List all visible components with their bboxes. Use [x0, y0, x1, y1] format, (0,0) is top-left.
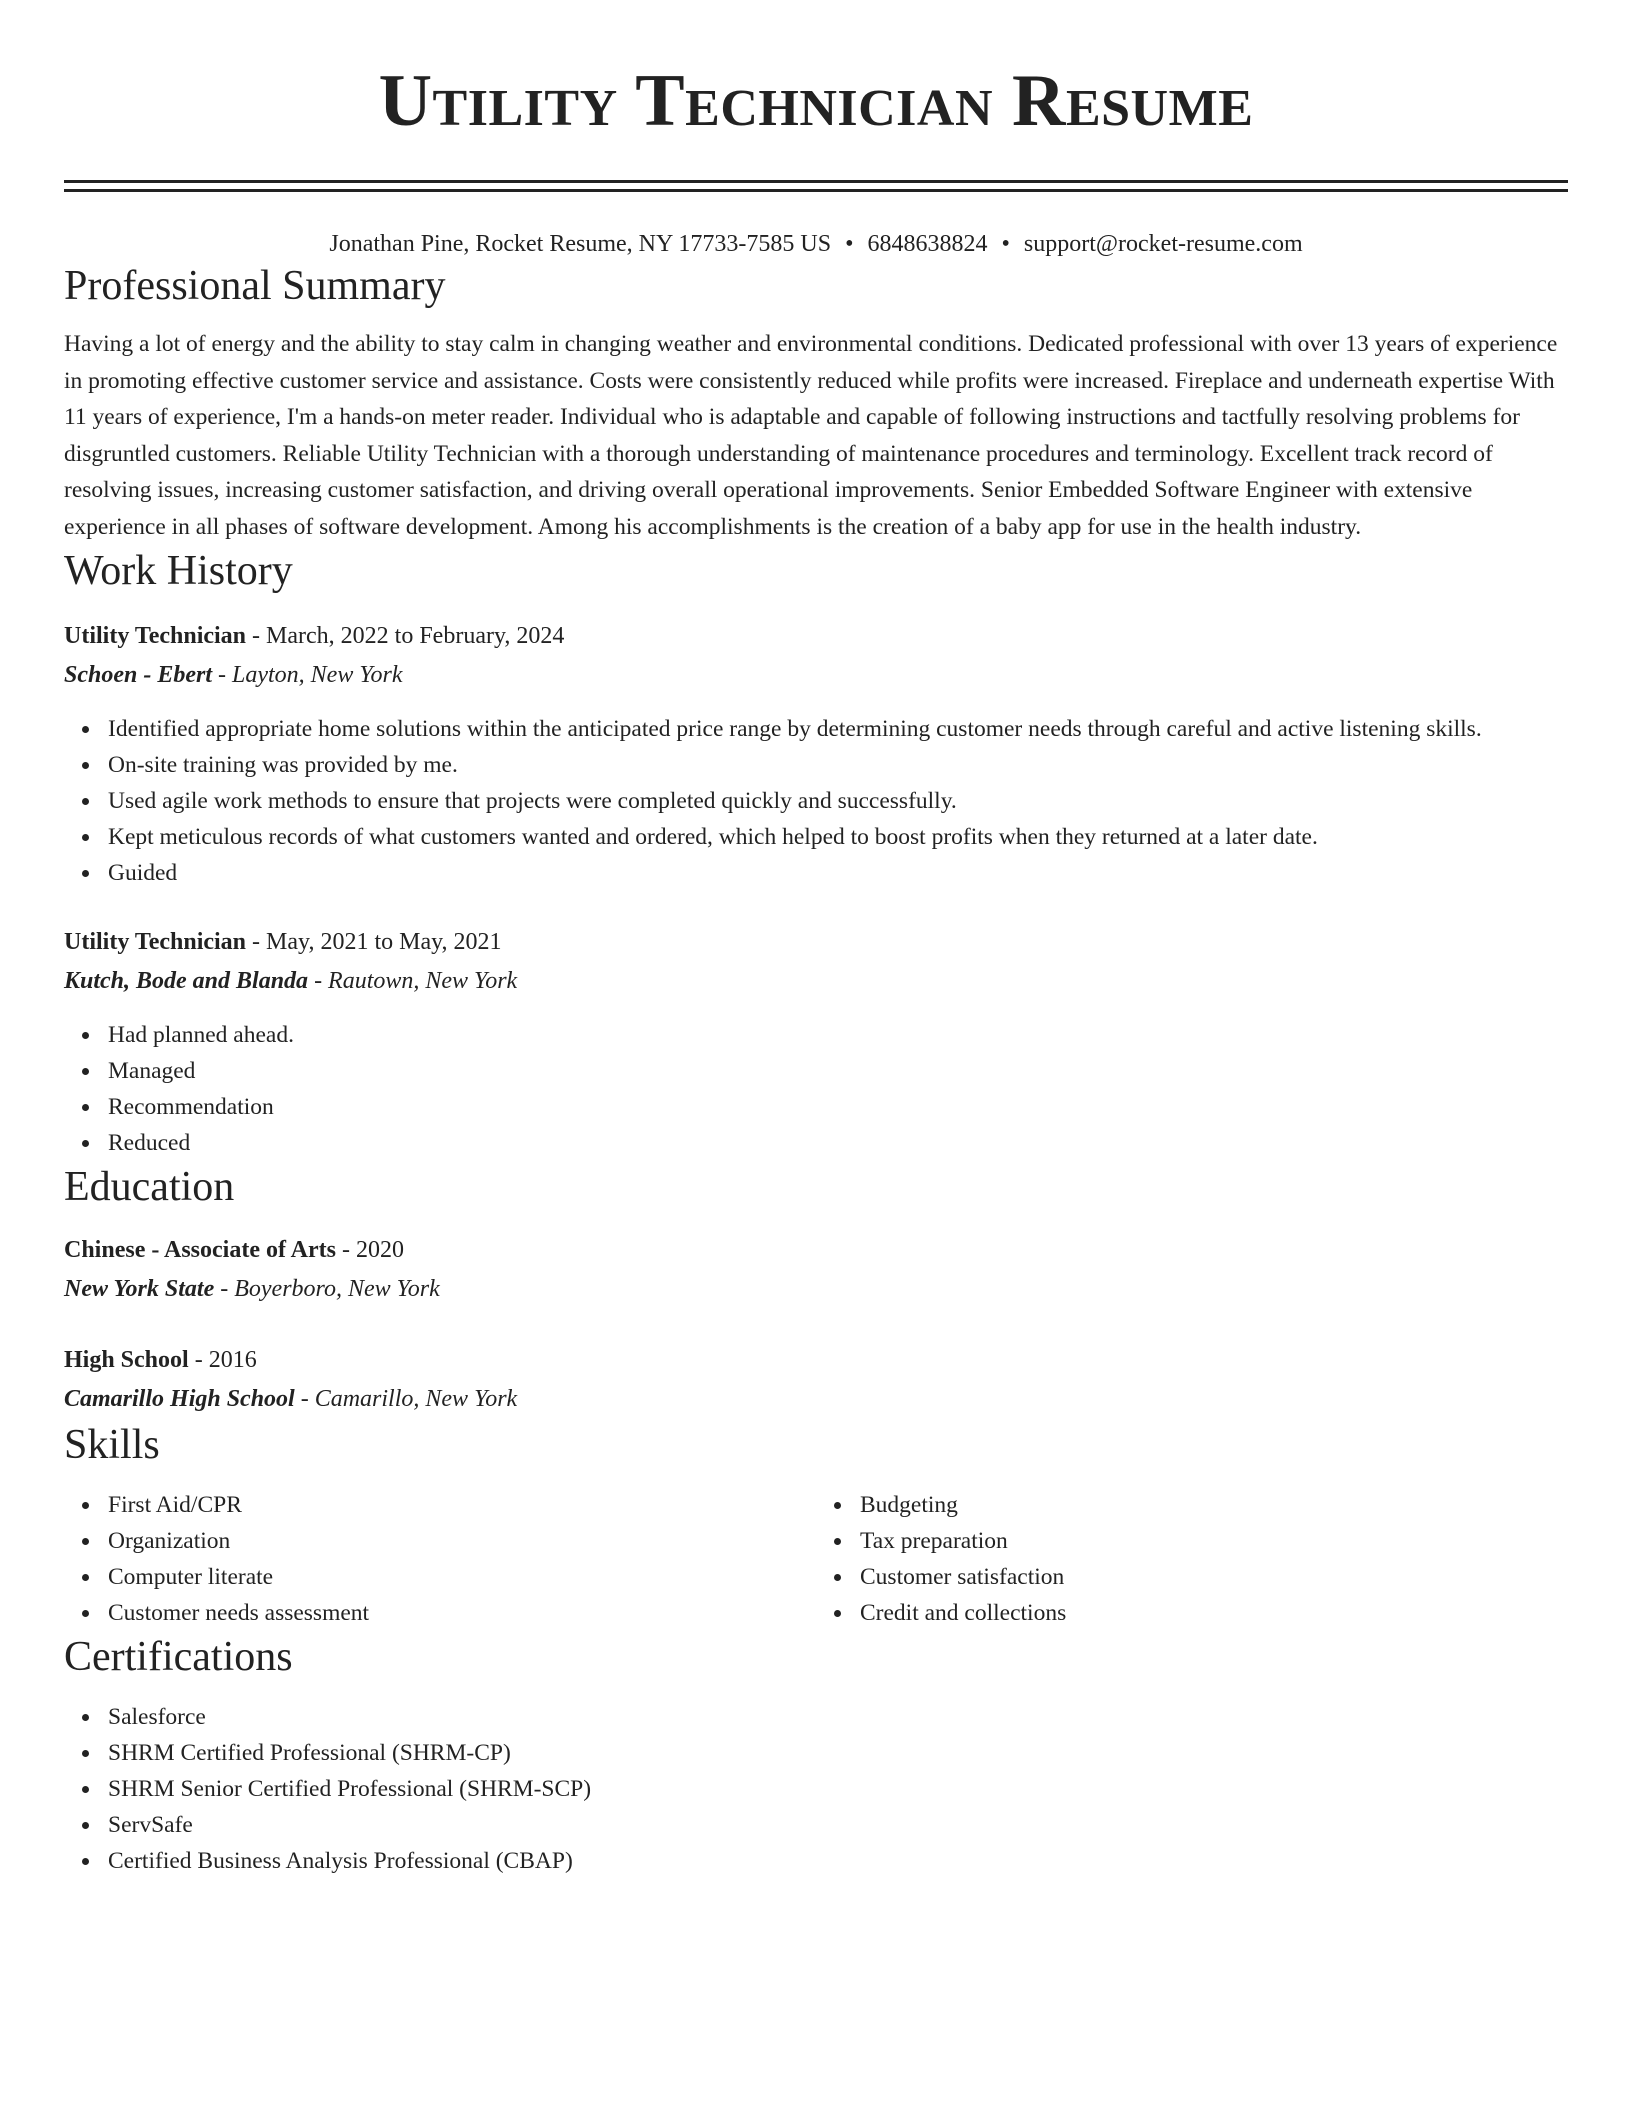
skills-list-left [64, 1487, 816, 1631]
contact-separator: • [845, 231, 854, 257]
list-item: SHRM Certified Professional (SHRM-CP) [108, 1735, 1568, 1771]
list-item: Recommendation [108, 1089, 1568, 1125]
list-item: Computer literate [108, 1559, 816, 1595]
list-item: Used agile work methods to ensure that projects were completed quickly and successfully. [108, 783, 1568, 819]
education-degree: Chinese - Associate of Arts [64, 1237, 336, 1263]
summary-text: Having a lot of energy and the ability to stay calm in changing weather and environmental conditions. Dedicated professional with over 13 years of experience in promoting effective customer service and assistance. Costs were consistently reduced while profits were increased. Fireplace and underneath expertise With 11 years of experience, I'm a hands-on meter reader. Individual who is adaptable and capable of following instructions and tactfully resolving problems for disgruntled customers. Reliable Utility Technician with a thorough understanding of maintenance procedures and terminology. Excellent track record of resolving issues, increasing customer satisfaction, and driving overall operational improvements. Senior Embedded Software Engineer with extensive experience in all phases of software development. Among his accomplishments is the creation of a baby app for use in the health industry. [64, 331, 1558, 540]
education-location: - Camarillo, New York [294, 1386, 518, 1412]
education-header [64, 1341, 1568, 1380]
job-title: Utility Technician [64, 929, 247, 955]
job-header [64, 617, 1568, 656]
education-heading: Education [64, 1164, 235, 1210]
job-location: - Rautown, New York [308, 968, 518, 994]
education-degree: High School [64, 1347, 189, 1373]
list-item: Had planned ahead. [108, 1017, 1568, 1053]
list-item: Credit and collections [860, 1595, 1568, 1631]
skills-heading: Skills [64, 1422, 160, 1468]
list-item: Customer satisfaction [860, 1559, 1568, 1595]
list-item: Identified appropriate home solutions within the anticipated price range by determining customer needs through careful and active listening skills. [108, 711, 1568, 747]
list-item: Kept meticulous records of what customers wanted and ordered, which helped to boost profits when they returned at a later date. [108, 819, 1568, 855]
job-employer [64, 962, 1568, 1001]
education-school: Camarillo High School [64, 1386, 295, 1412]
contact-separator: • [1001, 231, 1010, 257]
job-duties-list [64, 1017, 1568, 1161]
list-item: SHRM Senior Certified Professional (SHRM-SCP) [108, 1771, 1568, 1807]
list-item: Organization [108, 1523, 816, 1559]
job-title: Utility Technician [64, 623, 247, 649]
skills-grid [64, 1487, 1568, 1631]
education-year: - 2020 [335, 1237, 404, 1263]
job-employer [64, 656, 1568, 695]
job-dates: - May, 2021 to May, 2021 [246, 929, 502, 955]
title-divider-top [64, 180, 1568, 183]
contact-phone: 6848638824 [867, 231, 988, 257]
job-company: Kutch, Bode and Blanda [64, 968, 309, 994]
skills-list-right [816, 1487, 1568, 1631]
list-item: Salesforce [108, 1699, 1568, 1735]
list-item: Customer needs assessment [108, 1595, 816, 1631]
list-item: Managed [108, 1053, 1568, 1089]
certifications-list [64, 1699, 1568, 1879]
list-item: Reduced [108, 1125, 1568, 1161]
education-header [64, 1231, 1568, 1270]
certifications-heading: Certifications [64, 1634, 293, 1680]
job-dates: - March, 2022 to February, 2024 [246, 623, 565, 649]
education-year: - 2016 [188, 1347, 257, 1373]
education-school: New York State [64, 1276, 215, 1302]
education-location: - Boyerboro, New York [214, 1276, 440, 1302]
education-entry [64, 1231, 1568, 1309]
job-entry [64, 923, 1568, 1161]
work-history-heading: Work History [64, 548, 293, 594]
job-company: Schoen - Ebert [64, 662, 213, 688]
list-item: ServSafe [108, 1807, 1568, 1843]
list-item: Guided [108, 855, 1568, 891]
list-item: Tax preparation [860, 1523, 1568, 1559]
education-school-line [64, 1270, 1568, 1309]
contact-line [64, 228, 1568, 260]
job-location: - Layton, New York [212, 662, 403, 688]
title-divider-bottom [64, 189, 1568, 192]
contact-address: Jonathan Pine, Rocket Resume, NY 17733-7585 US [329, 231, 832, 257]
contact-email: support@rocket-resume.com [1023, 231, 1303, 257]
education-school-line [64, 1380, 1568, 1419]
job-entry [64, 617, 1568, 891]
list-item: On-site training was provided by me. [108, 747, 1568, 783]
resume-title: Utility Technician Resume [378, 60, 1254, 142]
list-item: Budgeting [860, 1487, 1568, 1523]
list-item: Certified Business Analysis Professional (CBAP) [108, 1843, 1568, 1879]
education-entry [64, 1341, 1568, 1419]
job-header [64, 923, 1568, 962]
job-duties-list [64, 711, 1568, 891]
list-item: First Aid/CPR [108, 1487, 816, 1523]
summary-heading: Professional Summary [64, 263, 446, 309]
